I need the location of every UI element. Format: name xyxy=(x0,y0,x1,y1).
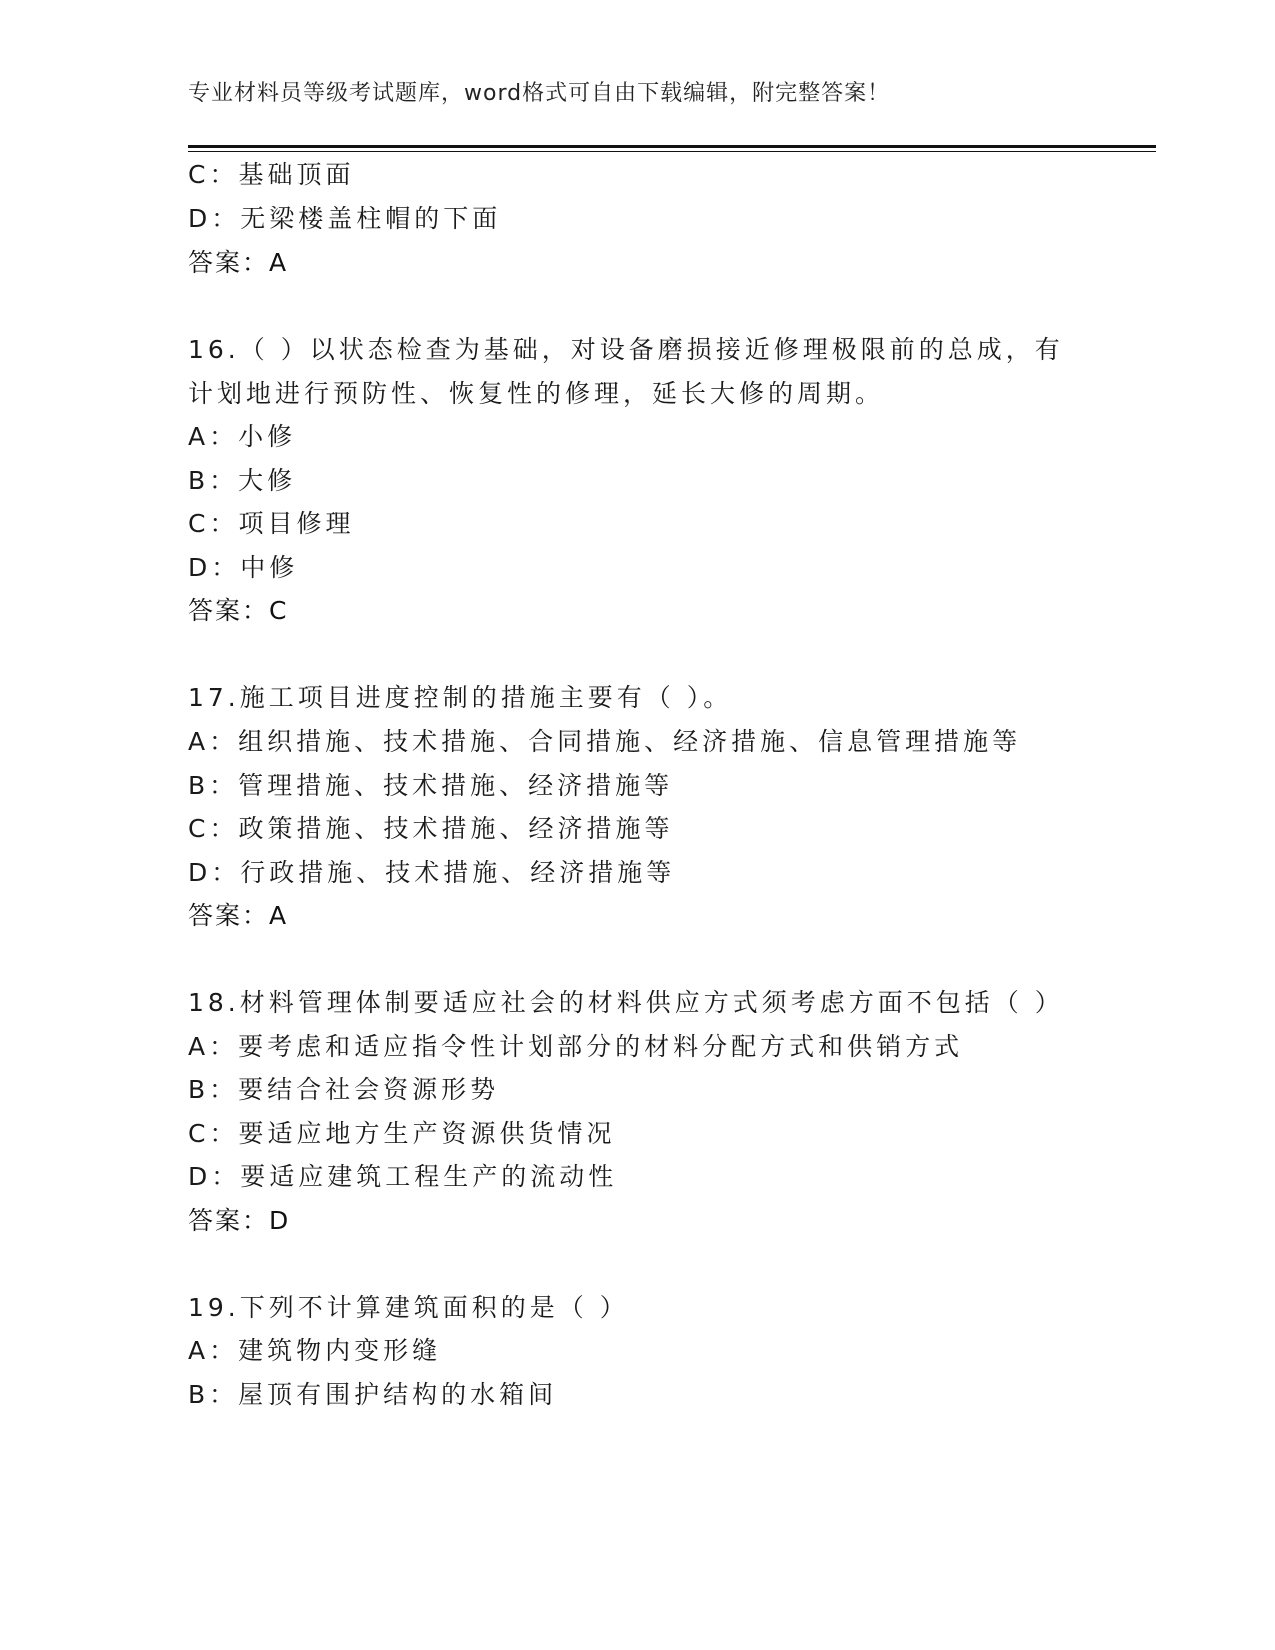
page-header: 专业材料员等级考试题库，word格式可自由下载编辑，附完整答案！ xyxy=(188,81,891,106)
q17-option-d: D：行政措施、技术措施、经济措施等 xyxy=(188,858,676,887)
q19-option-a: A：建筑物内变形缝 xyxy=(188,1336,442,1365)
q15-answer: 答案：A xyxy=(188,248,289,277)
q18-stem: 18.材料管理体制要适应社会的材料供应方式须考虑方面不包括（ ） xyxy=(188,988,1064,1017)
q19-stem: 19.下列不计算建筑面积的是（ ） xyxy=(188,1293,629,1322)
q15-option-c: C：基础顶面 xyxy=(188,160,355,189)
q16-stem-line1: 16.（ ）以状态检查为基础，对设备磨损接近修理极限前的总成，有 xyxy=(188,335,1064,364)
q17-stem: 17.施工项目进度控制的措施主要有（ ）。 xyxy=(188,683,733,712)
q17-option-a: A：组织措施、技术措施、合同措施、经济措施、信息管理措施等 xyxy=(188,727,1022,756)
q16-stem-line2: 计划地进行预防性、恢复性的修理，延长大修的周期。 xyxy=(188,379,885,408)
q16-answer: 答案：C xyxy=(188,596,289,625)
q19-option-b: B：屋顶有围护结构的水箱间 xyxy=(188,1380,558,1409)
q18-option-d: D：要适应建筑工程生产的流动性 xyxy=(188,1162,618,1191)
q17-answer: 答案：A xyxy=(188,901,289,930)
q18-answer: 答案：D xyxy=(188,1206,291,1235)
q16-option-c: C：项目修理 xyxy=(188,509,355,538)
q18-option-a: A：要考虑和适应指令性计划部分的材料分配方式和供销方式 xyxy=(188,1032,964,1061)
q16-option-a: A：小修 xyxy=(188,422,297,451)
q17-option-b: B：管理措施、技术措施、经济措施等 xyxy=(188,771,674,800)
q16-option-b: B：大修 xyxy=(188,466,297,495)
q17-option-c: C：政策措施、技术措施、经济措施等 xyxy=(188,814,674,843)
q18-option-b: B：要结合社会资源形势 xyxy=(188,1075,500,1104)
q15-option-d: D：无梁楼盖柱帽的下面 xyxy=(188,204,502,233)
header-rule-thick xyxy=(188,145,1156,148)
header-rule-thin xyxy=(188,151,1156,152)
q18-option-c: C：要适应地方生产资源供货情况 xyxy=(188,1119,616,1148)
q16-option-d: D：中修 xyxy=(188,553,299,582)
